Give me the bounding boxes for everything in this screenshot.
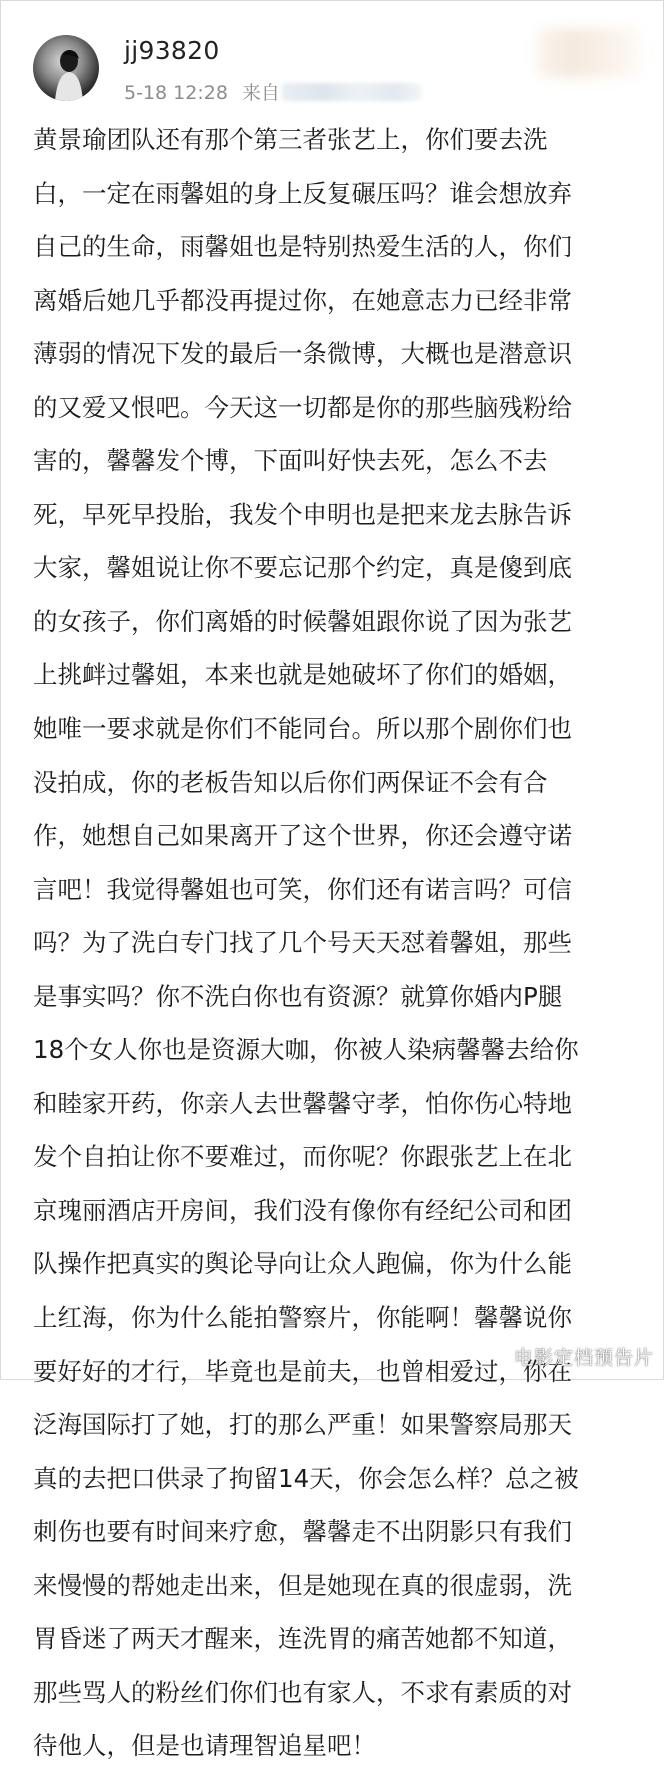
post-text-line: 的女孩子，你们离婚的时候馨姐跟你说了因为张艺 [33,606,572,636]
post-text-line: 上挑衅过馨姐，本来也就是她破坏了你们的婚姻， [33,660,572,690]
post-text-line: 作，她想自己如果离开了这个世界，你还会遵守诺 [33,821,572,851]
post-text-line: 黄景瑜团队还有那个第三者张艺上，你们要去洗 [33,125,548,154]
post-header [0,0,664,118]
blurred-follow-badge [536,28,640,78]
blurred-source-client [282,83,422,101]
post-text-line: 刺伤也要有时间来疗愈，馨馨走不出阴影只有我们 [33,1517,572,1547]
post-meta [124,78,422,105]
post-text-line: 待他人，但是也请理智追星吧！ [33,1731,376,1761]
post-text-line: 大家，馨姐说让你不要忘记那个约定，真是傻到底 [33,553,572,583]
post-text-line: 她唯一要求就是你们不能同台。所以那个剧你们也 [33,714,572,744]
post-text-line: 死，早死早投胎，我发个申明也是把来龙去脉告诉 [33,499,572,529]
post-text-line: 是事实吗？你不洗白你也有资源？就算你婚内P腿 [33,981,563,1011]
post-text-line: 要好好的才行，毕竟也是前夫，也曾相爱过，你在 [33,1356,572,1386]
post-text-line: 那些骂人的粉丝们你们也有家人，不求有素质的对 [33,1677,572,1707]
post-text-line: 吗？为了洗白专门找了几个号天天怼着馨姐，那些 [33,928,572,958]
post-text-line: 京瑰丽酒店开房间，我们没有像你有经纪公司和团 [33,1195,572,1225]
post-text-line: 发个自拍让你不要难过，而你呢？你跟张艺上在北 [33,1142,572,1172]
avatar-photo-icon [33,35,99,101]
post-text-line: 队操作把真实的舆论导向让众人跑偏，你为什么能 [33,1249,572,1279]
username[interactable]: jj93820 [124,36,220,65]
post-text-line: 和睦家开药，你亲人去世馨馨守孝，怕你伤心特地 [33,1088,572,1118]
post-text-line: 自己的生命，雨馨姐也是特别热爱生活的人，你们 [33,232,572,262]
watermark: 电影定档预告片 [513,1347,654,1369]
post-text-line: 离婚后她几乎都没再提过你，在她意志力已经非常 [33,285,572,315]
avatar[interactable] [33,35,99,101]
post-timestamp: 5-18 12:28 [124,82,228,104]
post-text-line: 真的去把口供录了拘留14天，你会怎么样？总之被 [33,1463,579,1493]
post-text-line: 言吧！我觉得馨姐也可笑，你们还有诺言吗？可信 [33,874,572,904]
post-text-line: 18个女人你也是资源大咖，你被人染病馨馨去给你 [33,1035,579,1065]
source-label: 来自 [241,82,280,104]
post-text-line: 胃昏迷了两天才醒来，连洗胃的痛苦她都不知道， [33,1624,572,1654]
post-text-line: 害的，馨馨发个博，下面叫好快去死，怎么不去 [33,446,548,476]
post-body [33,113,633,1773]
post-text-line: 上红海，你为什么能拍警察片，你能啊！馨馨说你 [33,1303,572,1333]
post-text-line: 来慢慢的帮她走出来，但是她现在真的很虚弱，洗 [33,1570,572,1600]
post-text-line: 没拍成，你的老板告知以后你们两保证不会有合 [33,767,548,797]
post-text-line: 薄弱的情况下发的最后一条微博，大概也是潜意识 [33,339,572,369]
post-text-line: 的又爱又恨吧。今天这一切都是你的那些脑残粉给 [33,392,572,422]
post-text-line: 泛海国际打了她，打的那么严重！如果警察局那天 [33,1410,572,1440]
post-text-line: 白，一定在雨馨姐的身上反复碾压吗？谁会想放弃 [33,178,572,208]
